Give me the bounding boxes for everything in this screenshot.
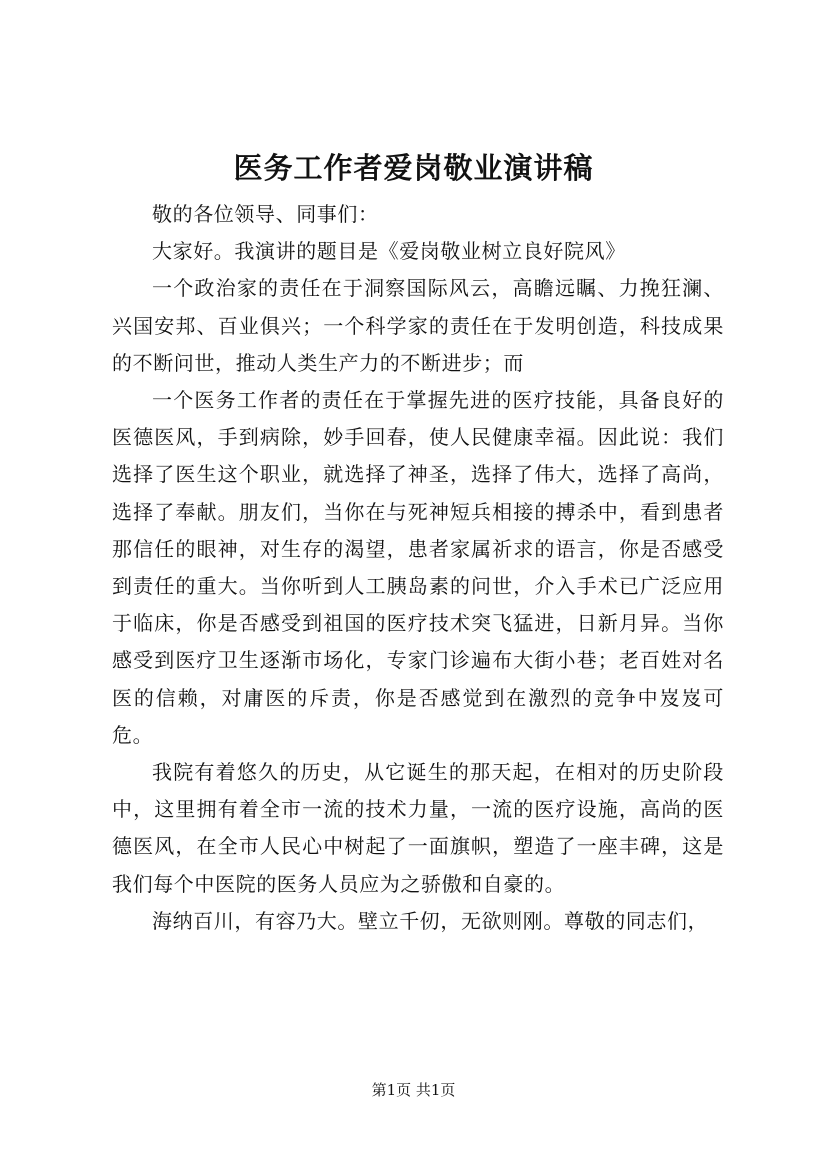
document-body [112, 196, 724, 940]
paragraph-greeting: 敬的各位领导、同事们： [152, 202, 379, 226]
paragraph-responsibility: 一个政治家的责任在于洞察国际风云，高瞻远瞩、力挽狂澜、兴国安邦、百业俱兴；一个科学家的责任在于发明创造，科技成果的不断问世，推动人类生产力的不断进步；而 [112, 276, 724, 375]
page-footer: 第1页 共1页 [371, 1081, 456, 1099]
paragraph-medical-worker: 一个医务工作者的责任在于掌握先进的医疗技能，具备良好的医德医风，手到病除，妙手回春，使人民健康幸福。因此说：我们选择了医生这个职业，就选择了神圣，选择了伟大，选择了高尚，选择了奉献。朋友们，当你在与死神短兵相接的搏杀中，看到患者那信任的眼神，对生存的渴望，患者家属祈求的语言，你是否感受到责任的重大。当你听到人工胰岛素的问世，介入手术已广泛应用于临床，你是否感受到祖国的医疗技术突飞猛进，日新月异。当你感受到医疗卫生逐渐市场化，专家门诊遍布大街小巷；老百姓对名医的信赖，对庸医的斥责，你是否感觉到在激烈的竞争中岌岌可危。 [112, 388, 724, 747]
paragraph-topic: 大家好。我演讲的题目是《爱岗敬业树立良好院风》 [152, 239, 626, 264]
paragraph-closing: 海纳百川，有容乃大。壁立千仞，无欲则刚。尊敬的同志们， [152, 908, 709, 933]
document-title: 医务工作者爱岗敬业演讲稿 [233, 151, 594, 185]
paragraph-hospital-history: 我院有着悠久的历史，从它诞生的那天起，在相对的历史阶段中，这里拥有着全市一流的技术力量，一流的医疗设施，高尚的医德医风，在全市人民心中树起了一面旗帜，塑造了一座丰碑，这是我们每个中医院的医务人员应为之骄傲和自豪的。 [112, 760, 724, 896]
